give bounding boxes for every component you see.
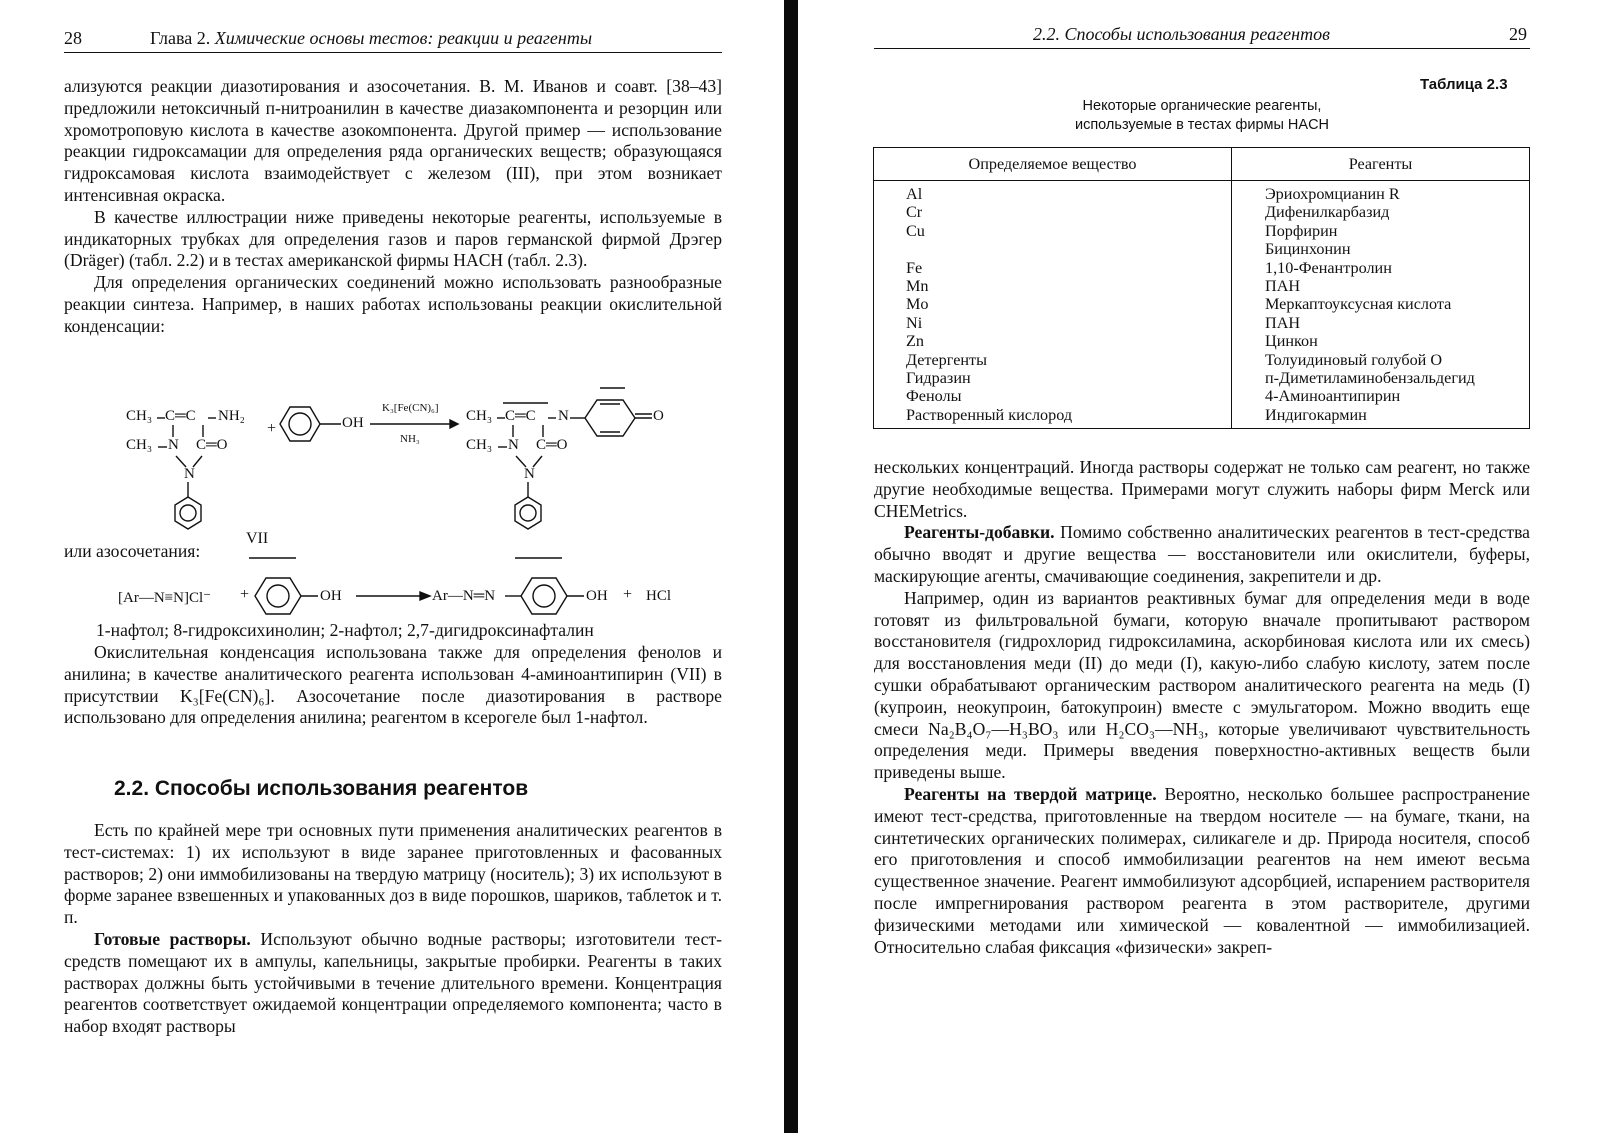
azo-formula: Ar—N═N [432,588,496,604]
left-page-number: 28 [64,28,82,48]
paragraph: Есть по крайней мере три основных пути применения аналитических реагентов в тест-системах: 1) их используют в виде заранее приготовленных и фасованных растворов; 2) они иммобилизованы на твердую матрицу (носитель); 3) их используют в форме заранее взвешенных и упакованных доз в виде порошков, шариков, таблеток и т. п. [64,820,722,928]
formula-n: N [558,408,569,424]
formula-o: O [653,408,664,424]
reagents-table [873,147,1530,429]
run-in-heading: Реагенты-добавки. [904,522,1055,543]
formula-double-bond: C═C [505,408,536,424]
hcl-formula: HCl [646,588,672,604]
compound-label: VII [246,530,269,547]
caption-line: используемые в тестах фирмы HACH [1074,117,1330,133]
azo-intro: или азосочетания: [64,541,201,561]
table-cell: Бицинхонин [1265,240,1351,259]
formula-double-bond: C═C [165,408,196,424]
paragraph-text: Вероятно, несколько большее распространение имеют тест-средства, приготовленные на твердом носителе — на бумаге, ткани, на синтетических органических полимерах, силикагеле и др. Природа носителя, способ его приготовления и способ иммобилизации реагентов на нем имеют весьма существенное значение. Реагент иммобилизуют адсорбцией, испарением растворителя после импрегнирования раствором реагента в этом растворителе, другими физическими методами или химической — ковалентной — иммобилизацией. Относительно слабая фиксация «физически» закреп- [874,783,1530,957]
paragraph-text: Используют обычно водные растворы; изготовители тест-средств помещают их в ампулы, капельницы, закрытые пробирки. Реагенты в таких растворах должны быть устойчивыми в течение длительного времени. Концентрация реагентов соответствует ожидаемой концентрации определяемого компонента; часто в набор входят растворы [64,928,723,1037]
right-page-number: 29 [1509,24,1527,44]
table-cell: ПАН [1265,277,1301,296]
formula-ch3: CH₃ [126,437,153,453]
table-cell: Дифенилкарбазид [1265,203,1390,222]
table-cell: Индигокармин [1265,405,1367,424]
table-cell: Толуидиновый голубой О [1265,350,1443,369]
table-cell: 1,10-Фенантролин [1265,258,1392,277]
formula-carbonyl: C═O [536,437,568,453]
table-cell-empty [906,240,1231,258]
paragraph-text: Помимо собственно аналитических реагентов в тест-средства обычно вводят и другие вещества — восстановители или окислители, буферы, маскирующие агенты, смачивающие соединения, закрепители и др. [874,522,1530,586]
table-label: Таблица 2.3 [1420,76,1508,93]
table-cell: Детергенты [906,350,988,369]
paragraph: Например, один из вариантов реактивных бумаг для определения меди в воде готовят из фильтровальной бумаги, которую вначале пропитывают раствором восстановителя (гидрохлорид гидроксиламина, аскорбиновая кислота или их смесь) для восстановления меди (II) до меди (I), какую-либо слабую кислоту, затем после сушки обрабатывают органическим раствором аналитического реагента на медь (I) (купроин, неокупроин, батокупроин) вместе с эмульгатором. Можно вводить еще смеси Na₂B₄O₇—H₃BO₃ или H₂CO₃—NH₃, которые увеличивают чувствительность определения меди. Примеры введения поверхностно-активных веществ были приведены выше. [874,587,1530,783]
left-section-text [64,820,722,1038]
plus-sign: + [623,586,633,603]
column-header: Реагенты [1232,148,1530,181]
formula-n: N [184,466,195,482]
section-heading: 2.2. Способы использования реагентов [114,777,529,800]
run-in-heading: Реагенты на твердой матрице. [904,783,1157,804]
formula-n: N [524,466,535,482]
table-cell: Zn [906,332,924,351]
paragraph: Для определения органических соединений можно использовать разнообразные реакции синтеза. Например, в наших работах использованы реакции окислительной конденсации: [64,272,722,336]
left-page [0,0,784,1133]
left-body-text [64,642,722,729]
formula-oh: OH [586,588,608,604]
right-body-text [874,457,1530,958]
naphthol-list: 1-нафтол; 8-гидроксихинолин; 2-нафтол; 2,7-дигидроксинафталин [96,620,594,640]
paragraph [874,522,1530,587]
scheme-structure-graphic [0,0,784,600]
table-cell: Cu [906,221,925,240]
paragraph: В качестве иллюстрации ниже приведены некоторые реагенты, используемые в индикаторных трубках для определения газов и паров германской фирмой Дрэгер (Dräger) (табл. 2.2) и в тестах американской фирмы HACH (табл. 2.3). [64,206,722,271]
table-cell: Фенолы [906,387,962,406]
formula-oh: OH [320,588,342,604]
paragraph [64,929,722,1038]
diazonium-formula: [Ar—N≡N]Cl⁻ [118,590,212,606]
table-cell: Эриохромцианин R [1265,185,1400,203]
header-rule [874,48,1530,49]
caption-line: Некоторые органические реагенты, [1082,98,1322,114]
table-cell: Гидразин [906,369,971,388]
table-cell: Mn [906,277,929,296]
paragraph [874,784,1530,958]
table-cell: Ni [906,313,923,332]
table-cell: Цинкон [1265,332,1318,351]
table-cell: Растворенный кислород [906,405,1073,424]
table-cell: Меркаптоуксусная кислота [1265,295,1452,314]
column-header: Определяемое вещество [874,148,1232,181]
plus-sign: + [267,420,277,437]
chapter-prefix: Глава 2. [150,28,211,48]
table-cell: Fe [906,258,923,277]
table-header-row [874,148,1530,181]
table-cell: Порфирин [1265,221,1338,240]
table-cell: Mo [906,295,929,314]
analyte-column [874,181,1232,429]
right-running-header: 2.2. Способы использования реагентов [1033,24,1330,44]
paragraph: нескольких концентраций. Иногда растворы содержат не только сам реагент, но также другие необходимые вещества. Примерами могут служить наборы фирм Merck или CHEMetrics. [874,457,1530,521]
paragraph: Окислительная конденсация использована также для определения фенолов и анилина; в качестве аналитического реагента использован 4-аминоантипирин (VII) в присутствии K₃[Fe(CN)₆]. Азосочетание после диазотирования в растворе использовано для определения анилина; реагентом в ксерогеле был 1-нафтол. [64,642,722,728]
table-cell: Cr [906,203,923,222]
run-in-heading: Готовые растворы. [94,928,251,949]
formula-ch3: CH₃ [466,408,493,424]
reagent-label: K₃[Fe(CN)₆] [382,402,439,414]
table-cell: ПАН [1265,313,1301,332]
formula-ch3: CH₃ [466,437,493,453]
reagent-label: NH₃ [400,433,420,445]
reagent-column [1232,181,1530,429]
formula-ch3: CH₃ [126,408,153,424]
table-row [874,181,1530,429]
table-cell: п-Диметиламинобензальдегид [1265,369,1475,388]
table-caption [982,97,1422,135]
formula-oh: OH [342,415,364,431]
paragraph: ализуются реакции диазотирования и азосочетания. В. М. Иванов и соавт. [38–43] предложили нетоксичный п-нитроанилин в качестве диазакомпонента и резорцин или хромотроповую кислота в качестве азокомпонента. Другой пример — использование реакции гидроксамации для определения ряда органических веществ; образующаяся гидроксамовая кислота взаимодействует с железом (III), при этом возникает интенсивная окраска. [64,76,722,205]
formula-nh2: NH₂ [218,408,245,424]
formula-carbonyl: C═O [196,437,228,453]
book-gutter [784,0,798,1133]
formula-n: N [168,437,179,453]
table-cell: 4-Аминоантипирин [1265,387,1401,406]
chapter-title: Химические основы тестов: реакции и реагенты [214,28,593,48]
plus-sign: + [240,586,250,603]
formula-n: N [508,437,519,453]
table-cell: Al [906,185,923,203]
